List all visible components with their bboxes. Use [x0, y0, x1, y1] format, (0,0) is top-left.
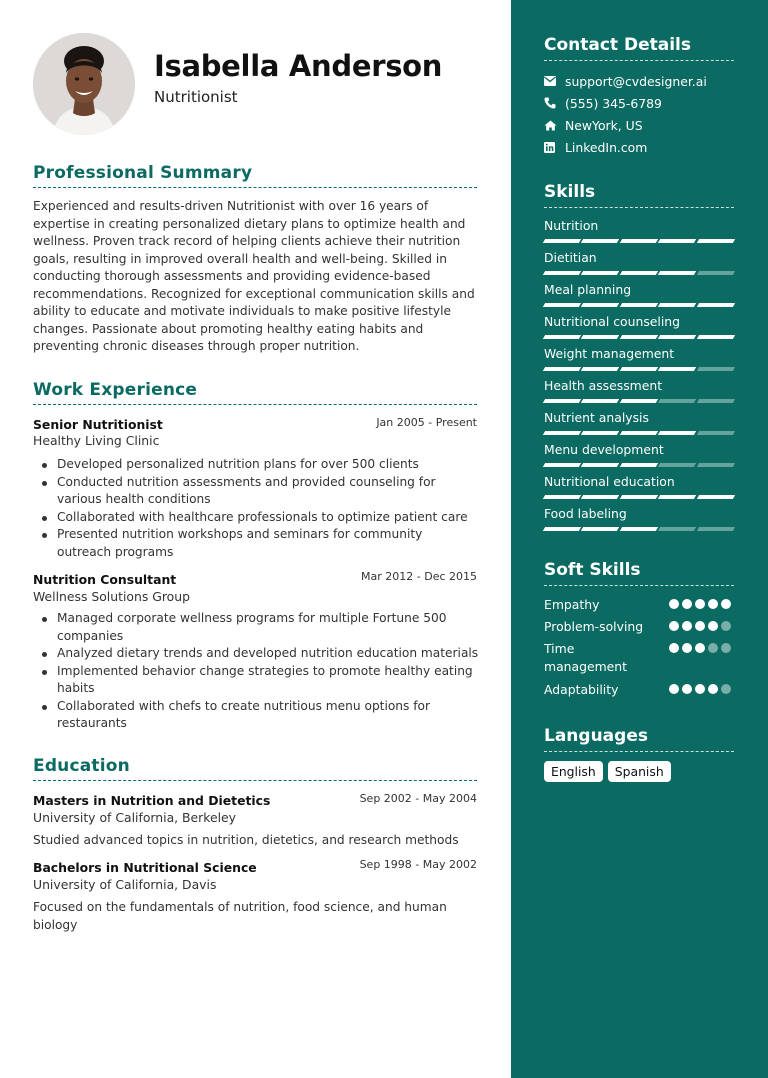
rating-dot — [682, 599, 692, 609]
skill-level-segment — [658, 399, 697, 403]
section-title-soft-skills: Soft Skills — [544, 560, 734, 586]
contact-linkedin[interactable] — [544, 138, 647, 156]
skill-level-segment — [696, 367, 735, 371]
list-item: Managed corporate wellness programs for multiple Fortune 500 companies — [33, 610, 479, 645]
contact-email[interactable] — [544, 72, 707, 90]
soft-skill-rating — [669, 599, 731, 609]
contact-text: support@cvdesigner.ai — [565, 73, 707, 89]
phone-icon — [544, 97, 565, 109]
skill-name: Nutrient analysis — [544, 410, 649, 425]
skill-name: Meal planning — [544, 282, 632, 297]
degree-title: Masters in Nutrition and Dietetics — [33, 793, 271, 808]
degree-school: University of California, Berkeley — [33, 810, 237, 825]
job-title: Nutrition Consultant — [33, 572, 177, 587]
section-title-summary: Professional Summary — [33, 163, 477, 188]
skill-level-segment — [543, 367, 582, 371]
skill-level-segment — [696, 399, 735, 403]
skill-name: Health assessment — [544, 378, 663, 393]
section-title-skills: Skills — [544, 182, 734, 208]
contact-text: (555) 345-6789 — [565, 95, 662, 111]
skill-name: Nutrition — [544, 218, 599, 233]
skill-level-segment — [620, 399, 659, 403]
skill-level-segment — [658, 495, 697, 499]
rating-dot — [695, 684, 705, 694]
skill-level-segment — [620, 367, 659, 371]
skill-level-segment — [581, 431, 620, 435]
skill-level-segment — [543, 239, 582, 243]
rating-dot — [682, 684, 692, 694]
rating-dot — [708, 643, 718, 653]
soft-skill-rating — [669, 621, 731, 631]
skill-level-segment — [696, 463, 735, 467]
section-title-experience: Work Experience — [33, 380, 477, 405]
list-item: Collaborated with healthcare professionals to optimize patient care — [33, 509, 479, 527]
rating-dot — [669, 621, 679, 631]
job-company: Wellness Solutions Group — [33, 589, 190, 604]
degree-title: Bachelors in Nutritional Science — [33, 860, 257, 875]
skill-level-segment — [620, 527, 659, 531]
skill-level-segment — [543, 495, 582, 499]
degree-school: University of California, Davis — [33, 877, 217, 892]
rating-dot — [708, 684, 718, 694]
candidate-name: Isabella Anderson — [154, 49, 443, 83]
job-dates: Jan 2005 - Present — [376, 416, 477, 429]
skill-name: Weight management — [544, 346, 675, 361]
skill-level-segment — [658, 239, 697, 243]
skill-level-segment — [581, 303, 620, 307]
summary-text: Experienced and results-driven Nutritionist with over 16 years of expertise in creating personalized dietary plans to optimize health and wellness. Proven track record of helping clients achieve their nutrition goals, resulting in improved overall health and well-being. Skilled in conducting thorough assessments and providing evidence-based recommendations. Recognized for exceptional communication skills and ability to educate and motivate individuals to make positive lifestyle changes. Passionate about promoting healthy eating habits and preventing chronic diseases through proper nutrition. — [33, 199, 475, 353]
skill-level-bar — [544, 271, 734, 276]
skill-level-segment — [696, 527, 735, 531]
degree-description: Focused on the fundamentals of nutrition, food science, and human biology — [33, 900, 447, 932]
contact-text: NewYork, US — [565, 117, 643, 133]
list-item: Conducted nutrition assessments and provided counseling for various health conditions — [33, 474, 479, 509]
skill-level-segment — [696, 303, 735, 307]
skill-level-segment — [696, 239, 735, 243]
skill-level-bar — [544, 303, 734, 308]
section-title-contact: Contact Details — [544, 35, 734, 61]
candidate-role: Nutritionist — [154, 88, 238, 106]
skill-level-segment — [581, 239, 620, 243]
avatar — [33, 33, 135, 135]
skill-level-segment — [620, 303, 659, 307]
skill-level-segment — [658, 431, 697, 435]
soft-skill-name: Time management — [544, 641, 628, 674]
rating-dot — [682, 621, 692, 631]
skill-level-segment — [696, 431, 735, 435]
section-title-education: Education — [33, 756, 477, 781]
rating-dot — [669, 643, 679, 653]
job-bullets — [33, 456, 479, 561]
skill-level-bar — [544, 399, 734, 404]
soft-skill-rating — [669, 684, 731, 694]
soft-skill-name: Adaptability — [544, 682, 619, 697]
skill-level-segment — [581, 367, 620, 371]
skill-level-segment — [658, 303, 697, 307]
skill-name: Nutritional counseling — [544, 314, 681, 329]
rating-dot — [682, 643, 692, 653]
skill-level-segment — [543, 399, 582, 403]
profile-photo — [33, 33, 135, 135]
rating-dot — [721, 684, 731, 694]
skill-level-segment — [658, 335, 697, 339]
skill-level-segment — [581, 399, 620, 403]
skill-level-segment — [581, 463, 620, 467]
skill-level-segment — [620, 335, 659, 339]
job-company: Healthy Living Clinic — [33, 433, 160, 448]
skill-level-segment — [543, 527, 582, 531]
skill-level-segment — [581, 495, 620, 499]
envelope-icon — [544, 76, 565, 86]
list-item: Analyzed dietary trends and developed nutrition education materials — [33, 645, 479, 663]
skill-level-bar — [544, 431, 734, 436]
degree-dates: Sep 1998 - May 2002 — [359, 858, 477, 871]
rating-dot — [669, 684, 679, 694]
skill-level-segment — [543, 335, 582, 339]
degree-description: Studied advanced topics in nutrition, dietetics, and research methods — [33, 833, 459, 847]
skill-level-segment — [620, 271, 659, 275]
soft-skill-name: Empathy — [544, 597, 600, 612]
skill-level-segment — [696, 495, 735, 499]
skill-level-segment — [620, 463, 659, 467]
list-item: Presented nutrition workshops and seminars for community outreach programs — [33, 526, 479, 561]
rating-dot — [695, 599, 705, 609]
skill-level-bar — [544, 367, 734, 372]
skill-level-segment — [658, 463, 697, 467]
soft-skill-name: Problem-solving — [544, 619, 644, 634]
rating-dot — [669, 599, 679, 609]
skill-name: Food labeling — [544, 506, 627, 521]
skill-level-bar — [544, 495, 734, 500]
job-title: Senior Nutritionist — [33, 417, 163, 432]
language-badge: Spanish — [608, 761, 671, 782]
contact-text: LinkedIn.com — [565, 139, 648, 155]
list-item: Developed personalized nutrition plans for over 500 clients — [33, 456, 479, 474]
job-bullets — [33, 610, 479, 733]
home-icon — [544, 120, 565, 131]
rating-dot — [695, 643, 705, 653]
skill-name: Dietitian — [544, 250, 597, 265]
section-title-languages: Languages — [544, 726, 734, 752]
skill-level-segment — [581, 271, 620, 275]
rating-dot — [721, 599, 731, 609]
skill-level-segment — [543, 431, 582, 435]
rating-dot — [695, 621, 705, 631]
skill-name: Menu development — [544, 442, 664, 457]
linkedin-icon — [544, 142, 565, 153]
skill-level-segment — [620, 495, 659, 499]
skill-level-segment — [696, 271, 735, 275]
skill-level-segment — [543, 463, 582, 467]
skill-level-segment — [543, 303, 582, 307]
rating-dot — [708, 599, 718, 609]
skill-level-segment — [581, 527, 620, 531]
skill-level-segment — [581, 335, 620, 339]
soft-skill-rating — [669, 643, 731, 653]
languages-list — [544, 761, 671, 782]
skill-level-segment — [620, 431, 659, 435]
skill-level-bar — [544, 335, 734, 340]
skill-level-bar — [544, 463, 734, 468]
rating-dot — [721, 621, 731, 631]
skill-level-segment — [543, 271, 582, 275]
language-badge: English — [544, 761, 603, 782]
skill-level-segment — [696, 335, 735, 339]
skill-level-segment — [620, 239, 659, 243]
rating-dot — [708, 621, 718, 631]
skill-level-bar — [544, 239, 734, 244]
skill-name: Nutritional education — [544, 474, 675, 489]
rating-dot — [721, 643, 731, 653]
skill-level-segment — [658, 271, 697, 275]
list-item: Collaborated with chefs to create nutritious menu options for restaurants — [33, 698, 479, 733]
job-dates: Mar 2012 - Dec 2015 — [361, 570, 477, 583]
contact-phone[interactable] — [544, 94, 662, 112]
list-item: Implemented behavior change strategies to promote healthy eating habits — [33, 663, 479, 698]
degree-dates: Sep 2002 - May 2004 — [359, 792, 477, 805]
skill-level-bar — [544, 527, 734, 532]
skill-level-segment — [658, 527, 697, 531]
contact-location — [544, 116, 643, 134]
sidebar — [511, 0, 768, 1078]
skill-level-segment — [658, 367, 697, 371]
